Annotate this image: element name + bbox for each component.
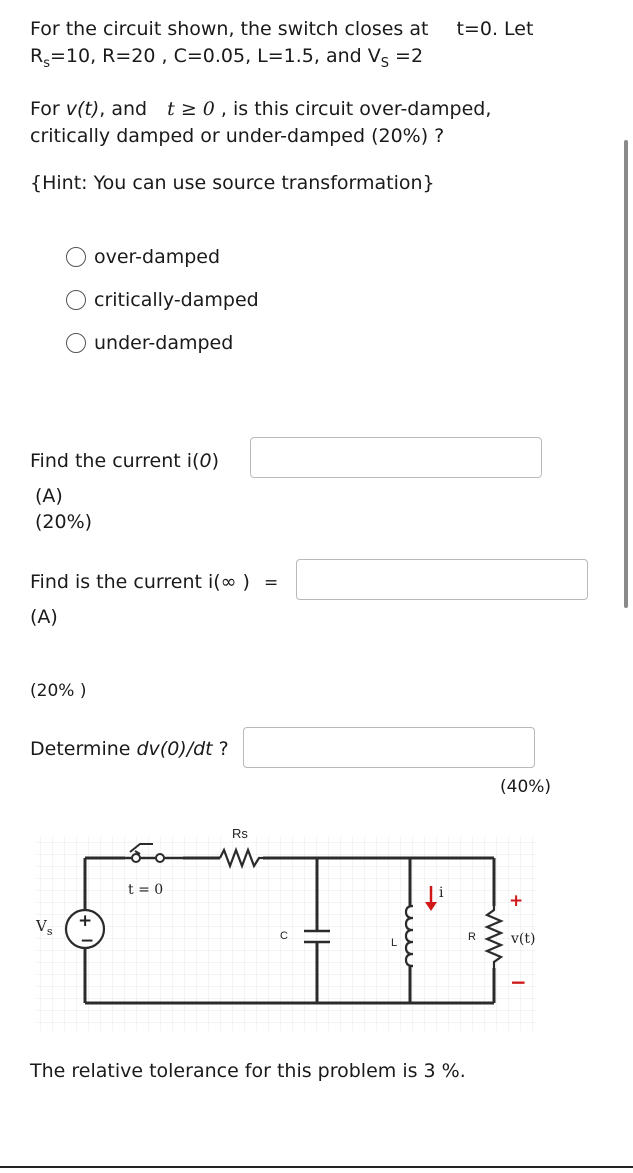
vt-minus: − bbox=[510, 970, 527, 994]
rs-label: Rs bbox=[232, 826, 248, 841]
source-plus: + bbox=[78, 911, 93, 931]
q4-answer-input[interactable] bbox=[243, 727, 535, 768]
switch-label: t = 0 bbox=[128, 882, 164, 898]
q3-answer-input[interactable] bbox=[296, 559, 588, 600]
q2-answer-input[interactable] bbox=[250, 437, 542, 478]
q1-prefix: For bbox=[30, 98, 66, 120]
q1-math: t ≥ 0 bbox=[167, 98, 215, 120]
q3-text: Find is the current i(∞ ) bbox=[30, 571, 250, 593]
hint-text: {Hint: You can use source transformation} bbox=[30, 172, 435, 194]
q1-line2: critically damped or under-damped (20%) ? bbox=[30, 125, 445, 147]
inductor-label: L bbox=[391, 937, 398, 949]
problem-intro: For the circuit shown, the switch closes at bbox=[30, 18, 429, 40]
q2-unit: (A) bbox=[35, 485, 63, 507]
q2-weight: (20%) bbox=[35, 511, 93, 533]
capacitor-label: C bbox=[280, 930, 288, 942]
q3-equals: = bbox=[264, 573, 279, 593]
q4-suffix: ? bbox=[212, 738, 229, 760]
option-over-damped[interactable] bbox=[66, 246, 220, 268]
q1-line1 bbox=[30, 98, 491, 120]
option-label: critically-damped bbox=[94, 289, 259, 311]
scrollbar[interactable] bbox=[624, 140, 628, 608]
q4-prompt bbox=[30, 738, 229, 760]
q4-expr: dv(0)/dt bbox=[136, 738, 213, 760]
rs-symbol: R bbox=[30, 45, 44, 67]
option-label: under-damped bbox=[94, 332, 234, 354]
q3-weight: (20% ) bbox=[30, 681, 87, 701]
q3-prompt bbox=[30, 571, 278, 593]
circuit-diagram bbox=[28, 818, 548, 1033]
radio-critically-damped[interactable] bbox=[66, 290, 86, 310]
vs-value: =2 bbox=[389, 45, 424, 67]
option-under-damped[interactable] bbox=[66, 332, 233, 354]
q4-prefix: Determine bbox=[30, 738, 137, 760]
vs-subscript: S bbox=[380, 55, 389, 71]
bottom-divider bbox=[0, 1166, 633, 1168]
vt-plus: + bbox=[509, 891, 524, 911]
option-label: over-damped bbox=[94, 246, 221, 268]
q2-prefix: Find the current i( bbox=[30, 450, 200, 472]
component-values: =10, R=20 , C=0.05, L=1.5, and V bbox=[49, 45, 381, 67]
q2-prompt bbox=[30, 450, 219, 472]
q1-vt: v(t) bbox=[65, 98, 100, 120]
q1-and: , and bbox=[99, 98, 154, 120]
option-critically-damped[interactable] bbox=[66, 289, 259, 311]
q4-weight: (40%) bbox=[500, 777, 552, 797]
q2-zero: 0 bbox=[199, 450, 212, 472]
rs-subscript: s bbox=[43, 55, 50, 71]
vs-label-main: V bbox=[36, 917, 47, 935]
current-label: i bbox=[439, 885, 444, 901]
source-minus: − bbox=[80, 931, 95, 951]
r-label: R bbox=[468, 931, 476, 943]
vs-label-sub: s bbox=[46, 925, 53, 938]
switch-time: t=0. Let bbox=[456, 18, 534, 40]
q1-suffix: , is this circuit over-damped, bbox=[214, 98, 492, 120]
vt-label: v(t) bbox=[511, 931, 536, 947]
problem-statement-line1 bbox=[30, 18, 533, 40]
problem-statement-line2 bbox=[30, 45, 423, 71]
q3-unit: (A) bbox=[30, 606, 58, 628]
q2-suffix: ) bbox=[211, 450, 219, 472]
radio-over-damped[interactable] bbox=[66, 247, 86, 267]
radio-under-damped[interactable] bbox=[66, 333, 86, 353]
tolerance-text: The relative tolerance for this problem is 3 %. bbox=[30, 1060, 466, 1082]
